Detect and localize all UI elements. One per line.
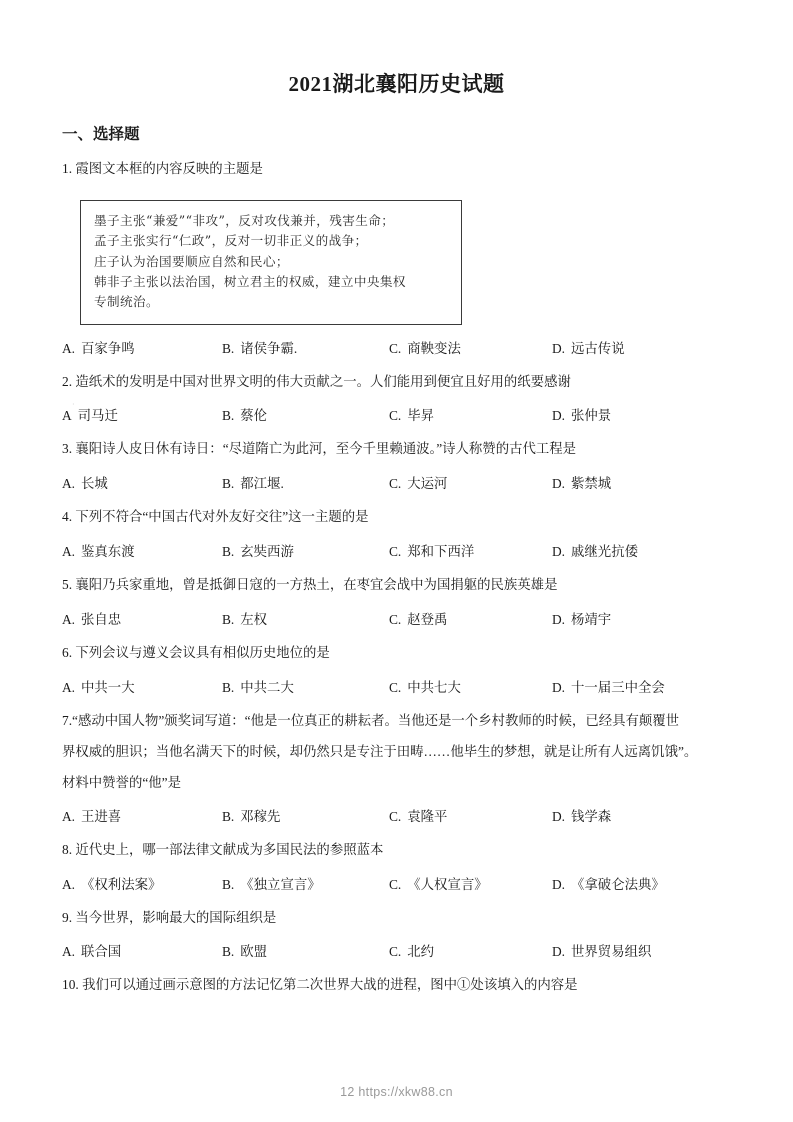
quote-line: 庄子认为治国要顺应自然和民心； (94, 253, 289, 269)
option-label: C. (389, 408, 402, 424)
option-label: A. (62, 340, 76, 356)
question-text: 霞图文本框的内容反映的主题是 (75, 161, 263, 176)
option-label: C. (389, 340, 402, 356)
question-3 (62, 439, 731, 492)
option-a[interactable] (62, 677, 222, 696)
question-1 (62, 159, 731, 357)
option-text: 中共七大 (407, 679, 461, 695)
section-heading: 一、选择题 (62, 126, 140, 143)
option-b[interactable] (222, 677, 389, 696)
option-label: B. (222, 876, 235, 892)
question-7 (62, 711, 731, 825)
question-text: 造纸术的发明是中国对世界文明的伟大贡献之一。人们能用到便宜且好用的纸要感谢 (75, 373, 571, 389)
question-text: 下列不符合“中国古代对外友好交往”这一主题的是 (75, 509, 369, 525)
option-text: 毕昇 (407, 408, 435, 424)
answer-options (62, 609, 731, 628)
option-label: A. (62, 876, 76, 892)
question-number: 9. (62, 909, 73, 925)
question-number: 3. (62, 441, 73, 457)
option-b[interactable] (222, 941, 389, 960)
question-stem (62, 643, 731, 664)
question-stem (62, 575, 731, 596)
option-label: C. (389, 944, 402, 960)
question-text: 我们可以通过画示意图的方法记忆第二次世界大战的进程，图中①处该填入的内容是 (82, 977, 578, 993)
scan-artifact: · (72, 400, 75, 409)
question-number: 8. (62, 841, 73, 857)
option-text: 中共二大 (240, 679, 294, 695)
quote-line: 韩非子主张以法治国，树立君主的权威，建立中央集权 (94, 273, 406, 289)
answer-options (62, 338, 731, 357)
option-c[interactable] (389, 609, 552, 628)
option-d[interactable] (552, 677, 712, 696)
option-text: 长城 (81, 476, 108, 492)
option-text: 玄奘西游 (240, 544, 294, 560)
option-text: 邓稼先 (240, 808, 281, 824)
option-d[interactable] (552, 541, 712, 560)
option-label: D. (552, 611, 566, 627)
option-c[interactable] (389, 405, 552, 424)
option-label: A. (62, 611, 76, 627)
page-footer: 12 https://xkw88.cn (340, 1085, 453, 1099)
option-label: D. (552, 408, 566, 424)
option-label: D. (552, 340, 566, 356)
option-text: 北约 (407, 944, 435, 960)
option-d[interactable] (552, 609, 712, 628)
option-text: 《拿破仑法典》 (571, 876, 665, 892)
question-text: 近代史上，哪一部法律文献成为多国民法的参照蓝本 (75, 841, 384, 857)
option-c[interactable] (389, 473, 552, 492)
question-number: 5. (62, 577, 73, 593)
question-9 (62, 908, 731, 961)
option-c[interactable] (389, 941, 552, 960)
option-label: A (62, 408, 72, 424)
option-text: 十一届三中全会 (571, 679, 665, 695)
option-label: B. (222, 544, 235, 560)
option-b[interactable] (222, 338, 389, 357)
option-label: B. (222, 679, 235, 695)
option-b[interactable] (222, 473, 389, 492)
option-a[interactable] (62, 609, 222, 628)
option-label: D. (552, 944, 566, 960)
option-label: A. (62, 476, 76, 492)
page-title: 2021湖北襄阳历史试题 (288, 72, 505, 96)
option-text: 紫禁城 (571, 476, 612, 492)
option-label: A. (62, 679, 76, 695)
option-d[interactable] (552, 405, 712, 424)
option-b[interactable] (222, 806, 389, 825)
option-b[interactable] (222, 405, 389, 424)
option-label: D. (552, 476, 566, 492)
option-c[interactable] (389, 338, 552, 357)
question-text: 襄阳乃兵家重地，曾是抵御日寇的一方热土，在枣宜会战中为国捐躯的民族英雄是 (75, 577, 558, 593)
question-number: 6. (62, 644, 73, 660)
option-text: 商鞅变法 (407, 340, 461, 356)
answer-options (62, 941, 731, 960)
answer-options (62, 677, 731, 696)
option-text: 戚继光抗倭 (571, 544, 638, 560)
option-label: C. (389, 544, 402, 560)
question-text: 当今世界，影响最大的国际组织是 (75, 909, 277, 925)
option-a[interactable] (62, 338, 222, 357)
option-c[interactable] (389, 541, 552, 560)
question-text: 襄阳诗人皮日休有诗日：“尽道隋亡为此河，至今千里赖通波。”诗人称赞的古代工程是 (75, 441, 577, 457)
option-b[interactable] (222, 874, 389, 893)
option-text: 中共一大 (81, 679, 135, 695)
option-text: 王进喜 (81, 808, 122, 824)
option-text: 都江堰. (240, 476, 284, 492)
question-2 (62, 372, 731, 425)
question-stem-line: 界权威的胆识；当他名满天下的时候，却仍然只是专注于田畴……他毕生的梦想，就是让所有人远离饥饿”。 (62, 743, 698, 759)
quote-line: 墨子主张“兼爱”“非攻”，反对攻伐兼并，残害生命； (94, 212, 395, 228)
option-a[interactable] (62, 874, 222, 893)
option-label: B. (222, 476, 235, 492)
option-text: 鉴真东渡 (81, 544, 135, 560)
option-text: 杨靖宇 (571, 611, 612, 627)
answer-options (62, 806, 731, 825)
option-c[interactable] (389, 806, 552, 825)
option-a[interactable] (62, 541, 222, 560)
option-label: B. (222, 611, 235, 627)
question-stem (62, 975, 731, 996)
option-a[interactable] (62, 941, 222, 960)
option-text: 张自忠 (81, 611, 122, 627)
option-text: 赵登禹 (407, 611, 448, 627)
option-text: 欧盟 (240, 944, 268, 960)
option-label: C. (389, 611, 402, 627)
question-8 (62, 840, 731, 893)
option-b[interactable] (222, 609, 389, 628)
question-text: 下列会议与遵义会议具有相似历史地位的是 (75, 644, 330, 660)
question-stem (62, 711, 731, 793)
option-label: A. (62, 808, 76, 824)
question-stem (62, 507, 731, 528)
option-text: 张仲景 (571, 408, 612, 424)
answer-options (62, 405, 731, 424)
option-d[interactable] (552, 338, 712, 357)
option-text: 蔡伦 (240, 408, 268, 424)
option-label: C. (389, 876, 402, 892)
question-stem (62, 840, 731, 861)
option-text: 《独立宣言》 (240, 876, 321, 892)
option-d[interactable] (552, 941, 712, 960)
answer-options (62, 473, 731, 492)
option-a[interactable] (62, 405, 222, 424)
option-label: C. (389, 808, 402, 824)
answer-options (62, 874, 731, 893)
option-label: D. (552, 679, 566, 695)
option-text: 左权 (240, 611, 268, 627)
option-d[interactable] (552, 806, 712, 825)
option-text: 司马迁 (77, 408, 118, 424)
question-stem (62, 439, 731, 460)
question-number: 2. (62, 373, 73, 389)
option-text: 百家争鸣 (81, 340, 135, 356)
option-d[interactable] (552, 473, 712, 492)
option-label: B. (222, 340, 235, 356)
option-d[interactable] (552, 874, 712, 893)
option-text: 诸侯争霸. (240, 340, 298, 356)
question-5 (62, 575, 731, 628)
quote-line: 专制统治。 (94, 294, 159, 310)
question-number: 4. (62, 509, 73, 525)
question-stem (62, 159, 731, 180)
question-6 (62, 643, 731, 696)
question-number: 10. (62, 977, 79, 993)
option-label: A. (62, 544, 76, 560)
question-stem (62, 372, 731, 393)
option-text: 袁隆平 (407, 808, 448, 824)
answer-options (62, 541, 731, 560)
option-label: C. (389, 679, 402, 695)
question-stem-line: 7.“感动中国人物”颁奖词写道：“他是一位真正的耕耘者。当他还是一个乡村教师的时候，已经具有颠覆世 (62, 712, 680, 728)
option-label: D. (552, 808, 566, 824)
option-a[interactable] (62, 473, 222, 492)
option-label: A. (62, 944, 76, 960)
option-a[interactable] (62, 806, 222, 825)
option-text: 联合国 (81, 944, 122, 960)
option-text: 《权利法案》 (81, 876, 162, 892)
option-c[interactable] (389, 874, 552, 893)
option-text: 世界贸易组织 (571, 944, 652, 960)
option-label: D. (552, 876, 566, 892)
option-label: B. (222, 408, 235, 424)
quote-text-box (80, 200, 462, 325)
question-stem-line: 材料中赞誉的“他”是 (62, 774, 182, 790)
option-text: 郑和下西洋 (407, 544, 475, 560)
option-label: B. (222, 808, 235, 824)
question-10 (62, 975, 731, 996)
quote-line: 孟子主张实行“仁政”，反对一切非正义的战争； (94, 233, 368, 249)
option-text: 远古传说 (571, 340, 625, 356)
option-text: 《人权宣言》 (407, 876, 488, 892)
option-c[interactable] (389, 677, 552, 696)
question-stem (62, 908, 731, 929)
question-number: 1. (62, 161, 73, 176)
option-b[interactable] (222, 541, 389, 560)
option-label: C. (389, 476, 402, 492)
option-label: B. (222, 944, 235, 960)
option-label: D. (552, 544, 566, 560)
question-4 (62, 507, 731, 560)
option-text: 钱学森 (571, 808, 612, 824)
option-text: 大运河 (407, 476, 448, 492)
